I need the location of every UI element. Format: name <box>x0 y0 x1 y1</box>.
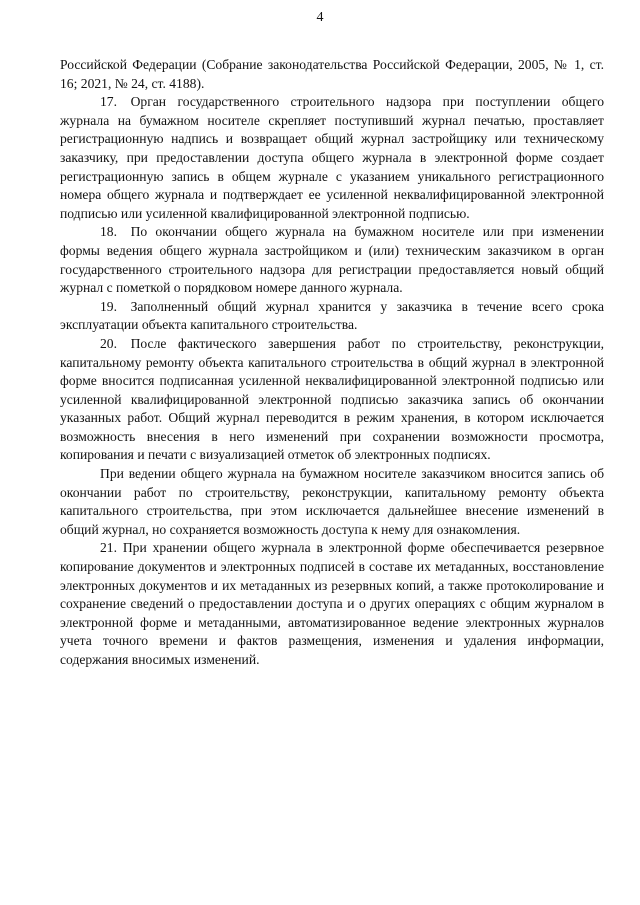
paragraph-continuation: Российской Федерации (Собрание законодательства Российской Федерации, 2005, № 1, ст. 16; 2021, № 24, ст. 4188). <box>60 57 604 91</box>
paragraph-21: 21. При хранении общего журнала в электронной форме обеспечивается резервное копирование документов и электронных подписей в составе их метаданных, восстановление электронных документов и их метаданных из резервных копий, а также протоколирование и сохранение сведений о предоставлении доступа и о других операциях с общим журналом в электронной форме и метаданными, автоматизированное ведение электронных журналов учета точного времени и фактов размещения, изменения и удаления информации, содержания вносимых изменений. <box>60 540 604 667</box>
page-number: 4 <box>316 10 324 25</box>
paragraph-18: 18. По окончании общего журнала на бумажном носителе или при изменении формы ведения общего журнала застройщиком и (или) техническим заказчиком в орган государственного строительного надзора для регистрации предоставляется новый общий журнал с пометкой о порядковом номере данного журнала. <box>60 224 604 296</box>
paragraph-20-continued: При ведении общего журнала на бумажном носителе заказчиком вносится запись об окончании работ по строительству, реконструкции, капитальному ремонту объекта капитального строительства, при этом исключается дальнейшее внесение изменений в общий журнал, но сохраняется возможность доступа к нему для ознакомления. <box>60 466 604 537</box>
paragraph-19: 19. Заполненный общий журнал хранится у заказчика в течение всего срока эксплуатации объекта капитального строительства. <box>60 298 604 333</box>
document-body <box>60 56 604 670</box>
paragraph-20: 20. После фактического завершения работ по строительству, реконструкции, капитальному ремонту объекта капитального строительства в общий журнал в электронной форме вносится подписанная усиленной неквалифицированной электронной подписью или усиленной квалифицированной электронной подписью заказчика запись об окончании указанных работ. Общий журнал переводится в режим хранения, в котором исключается возможность внесения в него изменений при сохранении возможности просмотра, копирования и печати с визуализацией отметок об электронных подписях. <box>60 335 604 463</box>
paragraph-17: 17. Орган государственного строительного надзора при поступлении общего журнала на бумажном носителе скрепляет поступивший журнал печатью, проставляет регистрационную надпись и возвращает общий журнал застройщику или техническому заказчику, при предоставлении доступа общего журнала в электронной форме создает регистрационную запись в общем журнале с указанием уникального регистрационного номера общего журнала и подтверждает ее усиленной неквалифицированной электронной подписью или усиленной квалифицированной электронной подписью. <box>60 94 604 221</box>
